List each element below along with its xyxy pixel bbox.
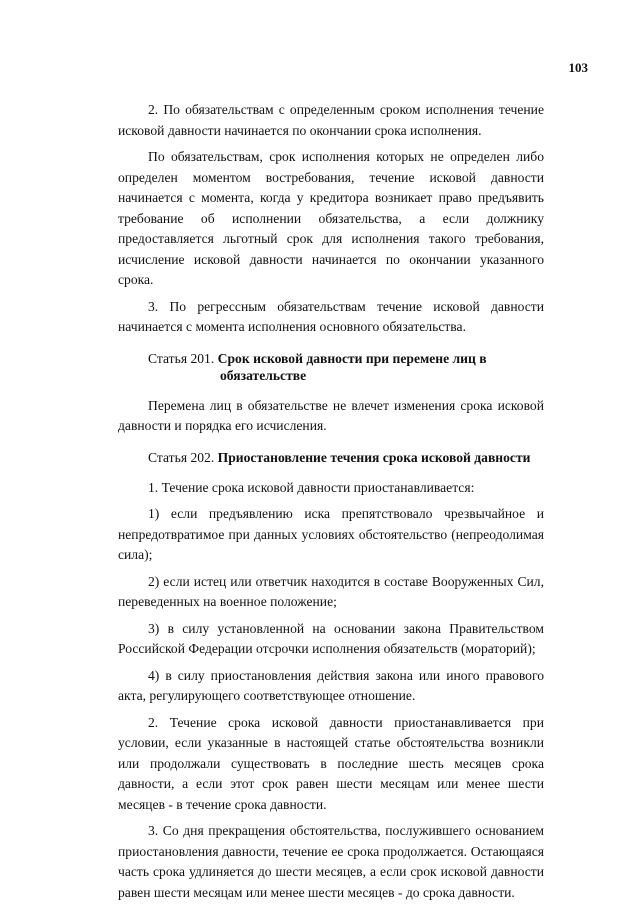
article-201-title-line1: Срок исковой давности при перемене лиц в: [217, 350, 487, 366]
article-201-body: Перемена лиц в обязательстве не влечет изменения срока исковой давности и порядка его исчисления.: [118, 397, 544, 433]
article-202-prefix: Статья 202.: [148, 449, 215, 465]
article-202-paragraph: 3. Со дня прекращения обстоятельства, послужившего основанием приостановления давности, течение ее срока продолжается. Остающаяся часть срока удлиняется до шести месяцев, а если срок исковой давности равен шести месяцам или менее шести месяцев - до срока давности.: [118, 823, 544, 900]
document-body: [118, 100, 544, 909]
article-202-paragraph: 3) в силу установленной на основании закона Правительством Российской Федерации отсрочки исполнения обязательств (мораторий);: [118, 620, 544, 656]
paragraph: По обязательствам, срок исполнения которых не определен либо определен моментом востребования, течение исковой давности начинается с момента, когда у кредитора возникает право предъявить требование об исполнении обязательства, а если должнику предоставляется льготный срок для исполнения такого требования, исчисление исковой давности начинается по окончании указанного срока.: [118, 149, 544, 287]
article-202-paragraph: 1) если предъявлению иска препятствовало чрезвычайное и непредотвратимое при данных условиях обстоятельство (непреодолимая сила);: [118, 506, 544, 562]
article-201-heading: [118, 350, 544, 384]
article-202-title: Приостановление течения срока исковой давности: [217, 449, 531, 465]
article-202-heading: [118, 449, 544, 466]
page-number: 103: [568, 60, 588, 75]
article-201-title-line2: обязательстве: [220, 367, 307, 383]
article-202-paragraph: 2. Течение срока исковой давности приостанавливается при условии, если указанные в настоящей статье обстоятельства возникли или продолжали существовать в последние шесть месяцев срока давности, а если этот срок равен шести месяцам или менее шести месяцев - в течение срока давности.: [118, 714, 544, 812]
paragraph: 3. По регрессным обязательствам течение исковой давности начинается с момента исполнения основного обязательства.: [118, 298, 544, 334]
article-202-paragraph: 2) если истец или ответчик находится в составе Вооруженных Сил, переведенных на военное положение;: [118, 573, 544, 609]
article-202-paragraph: 4) в силу приостановления действия закона или иного правового акта, регулирующего соответствующее отношение.: [118, 667, 544, 703]
paragraph: 2. По обязательствам с определенным сроком исполнения течение исковой давности начинается по окончании срока исполнения.: [118, 102, 544, 138]
article-201-prefix: Статья 201.: [148, 350, 215, 366]
article-202-paragraph: 1. Течение срока исковой давности приостанавливается:: [148, 479, 475, 495]
